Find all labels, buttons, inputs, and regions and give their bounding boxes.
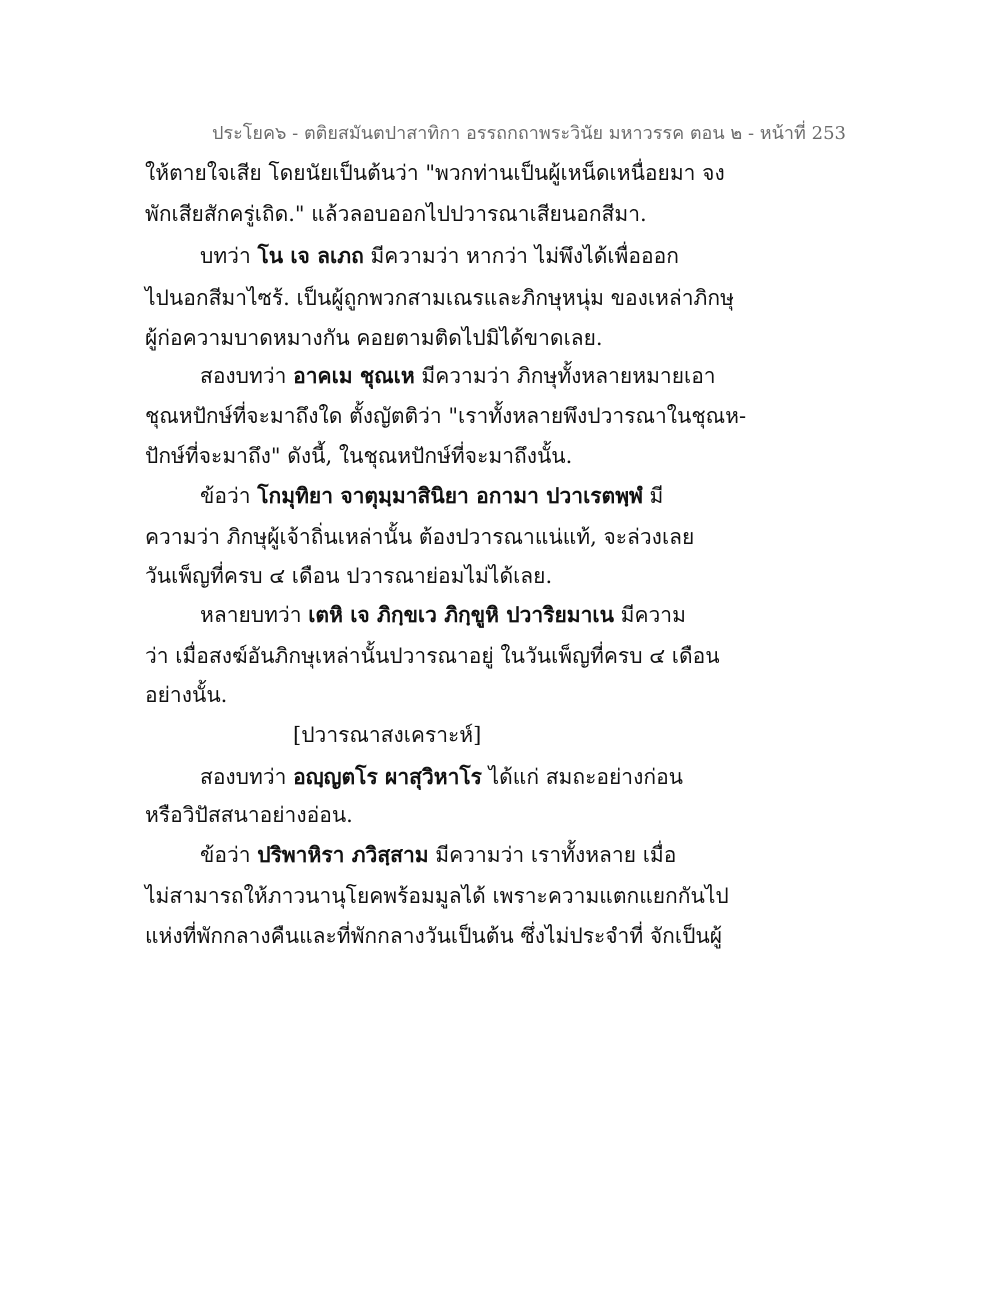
paragraph-first-line <box>200 361 716 391</box>
text-line: วันเพ็ญที่ครบ ๔ เดือน ปวารณาย่อมไม่ได้เลย. <box>145 564 553 588</box>
pali-term: โน เจ ลเภถ <box>257 243 364 268</box>
lead-text: ข้อว่า <box>200 484 258 508</box>
paragraph-first-line <box>200 762 683 792</box>
text-line: ว่า เมื่อสงฆ์อันภิกษุเหล่านั้นปวารณาอยู่ ในวันเพ็ญที่ครบ ๔ เดือน <box>145 644 720 668</box>
paragraph-first-line <box>200 600 686 630</box>
paragraph-first-line <box>200 241 679 271</box>
text-line: หรือวิปัสสนาอย่างอ่อน. <box>145 803 353 827</box>
lead-text: สองบทว่า <box>200 364 294 388</box>
text-line: พักเสียสักครู่เถิด." แล้วลอบออกไปปวารณาเสียนอกสีมา. <box>145 202 647 226</box>
pali-term: โกมุทิยา จาตุมฺมาสินิยา อกามา ปวาเรตพฺพํ <box>257 483 643 508</box>
lead-text: สองบทว่า <box>200 765 294 789</box>
pali-term: เตหิ เจ ภิกฺขเว ภิกฺขูหิ ปวาริยมาเน <box>308 602 614 627</box>
lead-text: หลายบทว่า <box>200 603 309 627</box>
gloss-text: มีความว่า เราทั้งหลาย เมื่อ <box>428 843 677 867</box>
text-line: อย่างนั้น. <box>145 683 228 707</box>
text-line: ผู้ก่อความบาดหมางกัน คอยตามติดไปมิได้ขาดเลย. <box>145 326 603 350</box>
text-line: ไปนอกสีมาไซร้. เป็นผู้ถูกพวกสามเณรและภิกษุหนุ่ม ของเหล่าภิกษุ <box>145 286 734 310</box>
gloss-text: มีความว่า ภิกษุทั้งหลายหมายเอา <box>414 364 716 388</box>
paragraph-first-line <box>200 481 663 511</box>
gloss-text: มี <box>642 484 664 508</box>
gloss-text: มีความ <box>613 603 686 627</box>
pali-term: ปริพาหิรา ภวิสฺสาม <box>257 842 429 867</box>
text-line: ให้ตายใจเสีย โดยนัยเป็นต้นว่า "พวกท่านเป็นผู้เหน็ดเหนื่อยมา จง <box>145 161 725 185</box>
gloss-text: มีความว่า หากว่า ไม่พึงได้เพื่อออก <box>363 244 679 268</box>
text-line: ความว่า ภิกษุผู้เจ้าถิ่นเหล่านั้น ต้องปวารณาแน่แท้, จะล่วงเลย <box>145 525 695 549</box>
text-line: ชุณหปักษ์ที่จะมาถึงใด ตั้งญัตติว่า "เราทั้งหลายพึงปวารณาในชุณห- <box>145 404 747 428</box>
section-title: [ปวารณาสงเคราะห์] <box>293 723 482 747</box>
text-line: ไม่สามารถให้ภาวนานุโยคพร้อมมูลได้ เพราะความแตกแยกกันไป <box>145 884 729 908</box>
pali-term: อาคเม ชุณเห <box>293 363 415 388</box>
gloss-text: ได้แก่ สมถะอย่างก่อน <box>481 765 684 789</box>
lead-text: บทว่า <box>200 244 258 268</box>
text-line: ปักษ์ที่จะมาถึง" ดังนี้, ในชุณหปักษ์ที่จะมาถึงนั้น. <box>145 444 573 468</box>
pali-term: อญฺญตโร ผาสุวิหาโร <box>293 764 482 789</box>
text-line: แห่งที่พักกลางคืนและที่พักกลางวันเป็นต้น ซึ่งไม่ประจำที่ จักเป็นผู้ <box>145 924 723 948</box>
lead-text: ข้อว่า <box>200 843 258 867</box>
running-header: ประโยค๖ - ตติยสมันตปาสาทิกา อรรถกถาพระวินัย มหาวรรค ตอน ๒ - หน้าที่ 253 <box>212 123 846 144</box>
paragraph-first-line <box>200 840 676 870</box>
